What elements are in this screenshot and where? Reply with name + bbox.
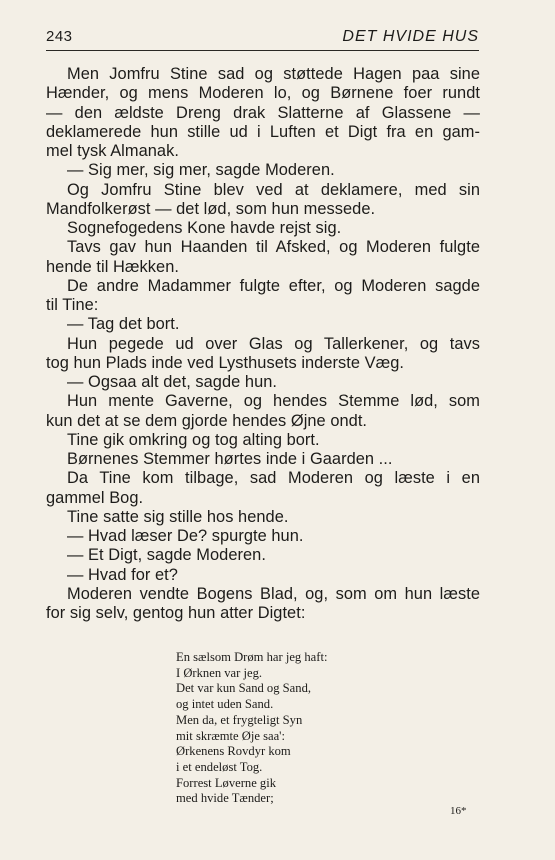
poem-line: I Ørknen var jeg. <box>176 665 263 680</box>
page-number: 243 <box>46 28 73 45</box>
text-line: gammel Bog. <box>46 488 144 507</box>
text-line: mel tysk Almanak. <box>46 142 179 160</box>
poem-line: mit skræmte Øje saa': <box>176 728 285 743</box>
text-line: Hun pegede ud over Glas og Tallerkener, og tavs <box>67 334 480 353</box>
text-line: tog hun Plads inde ved Lysthusets inderste Væg. <box>46 353 405 372</box>
text-line: deklamerede hun stille ud i Luften et Digt fra en gam- <box>46 122 480 141</box>
text-line: — Ogsaa alt det, sagde hun. <box>67 373 278 391</box>
text-line: Moderen vendte Bogens Blad, og, som om hun læste <box>67 584 480 603</box>
text-line: Tavs gav hun Haanden til Afsked, og Moderen fulgte <box>67 238 480 257</box>
text-line: Da Tine kom tilbage, sad Moderen og læste i en <box>67 469 480 488</box>
text-line: De andre Madammer fulgte efter, og Moderen sagde <box>67 276 480 295</box>
body-text <box>46 65 480 623</box>
text-line: kun det at se dem gjorde hendes Øjne ondt. <box>46 411 368 430</box>
poem-line: i et endeløst Tog. <box>176 759 263 774</box>
text-line: Tine gik omkring og tog alting bort. <box>67 430 320 449</box>
signature-mark: 16* <box>450 805 467 817</box>
poem-line: Men da, et frygteligt Syn <box>176 712 303 727</box>
text-line: Børnenes Stemmer hørtes inde i Gaarden ... <box>67 450 393 468</box>
poem-line: med hvide Tænder; <box>176 791 274 806</box>
text-line: — Hvad læser De? spurgte hun. <box>67 527 304 545</box>
text-line: Mandfolkerøst — det lød, som hun messede. <box>46 199 376 218</box>
text-line: til Tine: <box>46 296 99 314</box>
poem <box>176 650 396 807</box>
text-line: — Sig mer, sig mer, sagde Moderen. <box>67 161 335 180</box>
text-line: Men Jomfru Stine sad og støttede Hagen paa sine <box>67 65 480 83</box>
poem-line: og intet uden Sand. <box>176 697 274 712</box>
text-line: Hun mente Gaverne, og hendes Stemme lød, som <box>67 392 480 411</box>
text-line: Og Jomfru Stine blev ved at deklamere, med sin <box>67 180 480 199</box>
text-line: for sig selv, gentog hun atter Digtet: <box>46 604 306 622</box>
poem-line: Forrest Løverne gik <box>176 775 277 790</box>
text-line: — Hvad for et? <box>67 565 178 584</box>
text-line: Sognefogedens Kone havde rejst sig. <box>67 219 342 237</box>
text-line: Tine satte sig stille hos hende. <box>67 507 289 526</box>
page-header <box>46 28 479 51</box>
text-line: — Et Digt, sagde Moderen. <box>67 546 266 565</box>
text-line: hende til Hækken. <box>46 257 179 276</box>
poem-line: Ørkenens Rovdyr kom <box>176 744 291 759</box>
text-line: — den ældste Dreng drak Slatterne af Glassene — <box>46 103 480 122</box>
poem-line: En sælsom Drøm har jeg haft: <box>176 650 328 664</box>
poem-line: Det var kun Sand og Sand, <box>176 681 312 696</box>
running-head: DET HVIDE HUS <box>342 28 479 45</box>
text-line: — Tag det bort. <box>67 315 180 334</box>
text-line: Hænder, og mens Moderen lo, og Børnene foer rundt <box>46 84 480 103</box>
